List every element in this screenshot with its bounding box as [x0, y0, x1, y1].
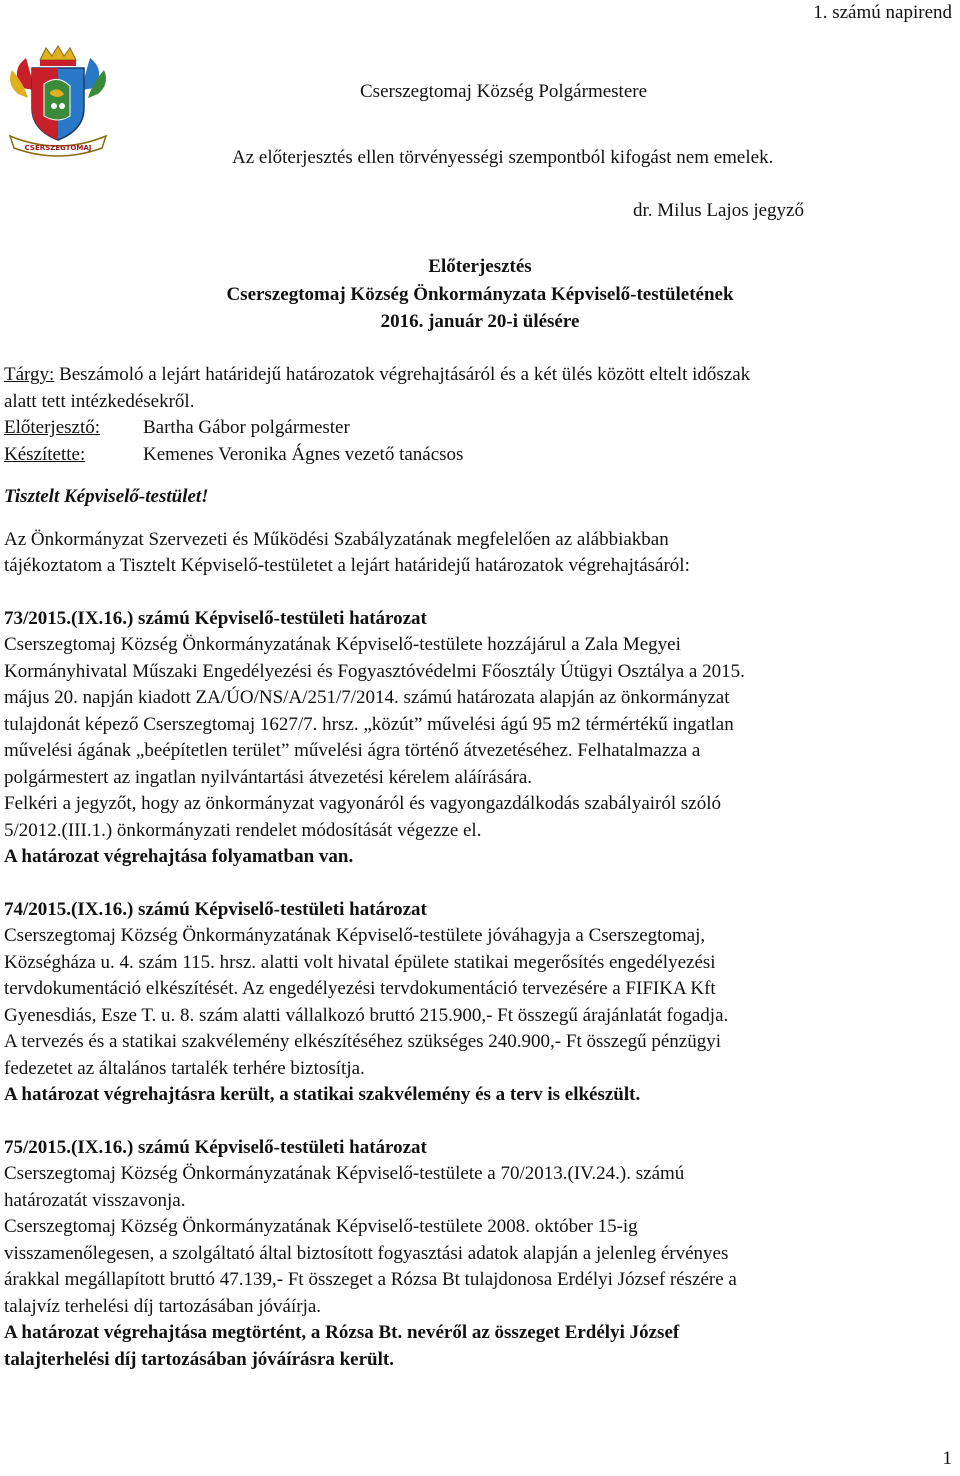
presenter-value: Bartha Gábor polgármester — [143, 417, 350, 438]
resolution-text-line: A tervezés és a statikai szakvélemény elkészítéséhez szükséges 240.900,- Ft összegű pénzügyi — [4, 1031, 722, 1052]
document-body — [4, 362, 954, 1373]
presenter-label: Előterjesztő: — [4, 417, 101, 438]
subject-label: Tárgy: — [4, 364, 55, 385]
resolution-text-line: Gyenesdiás, Esze T. u. 8. szám alatti vállalkozó bruttó 215.900,- Ft összegű árajánlatát fogadja. — [4, 1004, 729, 1026]
resolution-title: 73/2015.(IX.16.) számú Képviselő-testületi határozat — [4, 607, 427, 629]
intro-line-2: tájékoztatom a Tisztelt Képviselő-testületet a lejárt határidejű határozatok végrehajtásáról: — [4, 555, 690, 576]
prepared-by-label: Készítette: — [4, 443, 86, 465]
coat-of-arms-icon — [4, 44, 112, 160]
resolution-status: A határozat végrehajtása folyamatban van. — [4, 846, 354, 867]
resolution-text-line: művelési ágának „beépítetlen terület” művelési ágra történő átvezetéséhez. Felhatalmazza a — [4, 740, 701, 761]
resolution-text-line: Cserszegtomaj Község Önkormányzatának Képviselő-testülete jóváhagyja a Cserszegtomaj, — [4, 925, 706, 946]
resolution-title: 75/2015.(IX.16.) számú Képviselő-testületi határozat — [4, 1136, 427, 1158]
resolution-text-line: árakkal megállapított bruttó 47.139,- Ft összeget a Rózsa Bt tulajdonosa Erdélyi József részére a — [4, 1269, 737, 1290]
prepared-by-value: Kemenes Veronika Ágnes vezető tanácsos — [143, 443, 464, 465]
resolution-status: A határozat végrehajtásra került, a statikai szakvélemény és a terv is elkészült. — [4, 1084, 641, 1105]
mayor-title: Cserszegtomaj Község Polgármestere — [360, 81, 648, 102]
resolution-status: A határozat végrehajtása megtörtént, a Rózsa Bt. nevéről az összeget Erdélyi József — [4, 1322, 680, 1343]
resolution-text-line: 5/2012.(III.1.) önkormányzati rendelet módosítását végezze el. — [4, 819, 482, 841]
resolution-text-line: tulajdonát képező Cserszegtomaj 1627/7. hrsz. „közút” művelési ágú 95 m2 térmértékű ingatlan — [4, 713, 734, 735]
title-line-3: 2016. január 20-i ülésére — [380, 311, 580, 332]
resolution-text-line: Kormányhivatal Műszaki Engedélyezési és Fogyasztóvédelmi Főosztály Útügyi Osztálya a 2015. — [4, 660, 745, 682]
page-number: 1 — [942, 1448, 952, 1469]
resolution-text-line: tervdokumentáció elkészítését. Az engedélyezési tervdokumentáció tervezésére a FIFIKA Kft — [4, 978, 716, 999]
resolution-text-line: Cserszegtomaj Község Önkormányzatának Képviselő-testülete 2008. október 15-ig — [4, 1216, 638, 1237]
title-line-1: Előterjesztés — [428, 256, 532, 277]
resolution-text-line: Községháza u. 4. szám 115. hrsz. alatti volt hivatal épülete statikai megerősítés engedélyezési — [4, 951, 716, 973]
resolution-block — [4, 1135, 954, 1374]
resolution-text-line: talajvíz terhelési díj tartozásában jóváírja. — [4, 1295, 322, 1317]
resolution-text-line: Felkéri a jegyzőt, hogy az önkormányzat vagyonáról és vagyongazdálkodás szabályairól szóló — [4, 793, 722, 814]
resolution-list — [4, 606, 954, 1374]
notary-signature-line: dr. Milus Lajos jegyző — [633, 200, 804, 221]
legality-clause: Az előterjesztés ellen törvényességi szempontból kifogást nem emelek. — [232, 147, 774, 168]
resolution-text-line: Cserszegtomaj Község Önkormányzatának Képviselő-testülete hozzájárul a Zala Megyei — [4, 634, 681, 655]
agenda-item-label: 1. számú napirend — [813, 2, 952, 23]
title-line-2: Cserszegtomaj Község Önkormányzata Képviselő-testületének — [226, 283, 734, 305]
svg-text:CSERSZEGTOMAJ: CSERSZEGTOMAJ — [24, 144, 92, 152]
salutation: Tisztelt Képviselő-testület! — [4, 486, 209, 507]
prepared-by-row — [4, 442, 954, 469]
document-title — [0, 254, 960, 337]
resolution-text-line: határozatát visszavonja. — [4, 1189, 186, 1211]
resolution-title: 74/2015.(IX.16.) számú Képviselő-testületi határozat — [4, 898, 427, 920]
subject-line — [4, 362, 954, 389]
resolution-block — [4, 897, 954, 1109]
subject-text: Beszámoló a lejárt határidejű határozatok végrehajtásáról és a két ülés között eltelt időszak — [54, 364, 751, 385]
resolution-status: talajterhelési díj tartozásában jóváírásra került. — [4, 1348, 394, 1370]
subject-text-continued: alatt tett intézkedésekről. — [4, 390, 195, 412]
resolution-text-line: visszamenőlegesen, a szolgáltató által biztosított fogyasztási adatok alapján a jelenleg érvényes — [4, 1242, 729, 1264]
intro-line-1: Az Önkormányzat Szervezeti és Működési Szabályzatának megfelelően az alábbiakban — [4, 528, 669, 550]
presenter-row — [4, 415, 954, 442]
resolution-text-line: polgármestert az ingatlan nyilvántartási átvezetési kérelem aláírására. — [4, 766, 533, 788]
resolution-block — [4, 606, 954, 871]
resolution-text-line: Cserszegtomaj Község Önkormányzatának Képviselő-testülete a 70/2013.(IV.24.). számú — [4, 1163, 685, 1184]
resolution-text-line: május 20. napján kiadott ZA/ÚO/NS/A/251/7/2014. számú határozata alapján az önkormányzat — [4, 687, 730, 708]
resolution-text-line: fedezetet az általános tartalék terhére biztosítja. — [4, 1057, 365, 1079]
